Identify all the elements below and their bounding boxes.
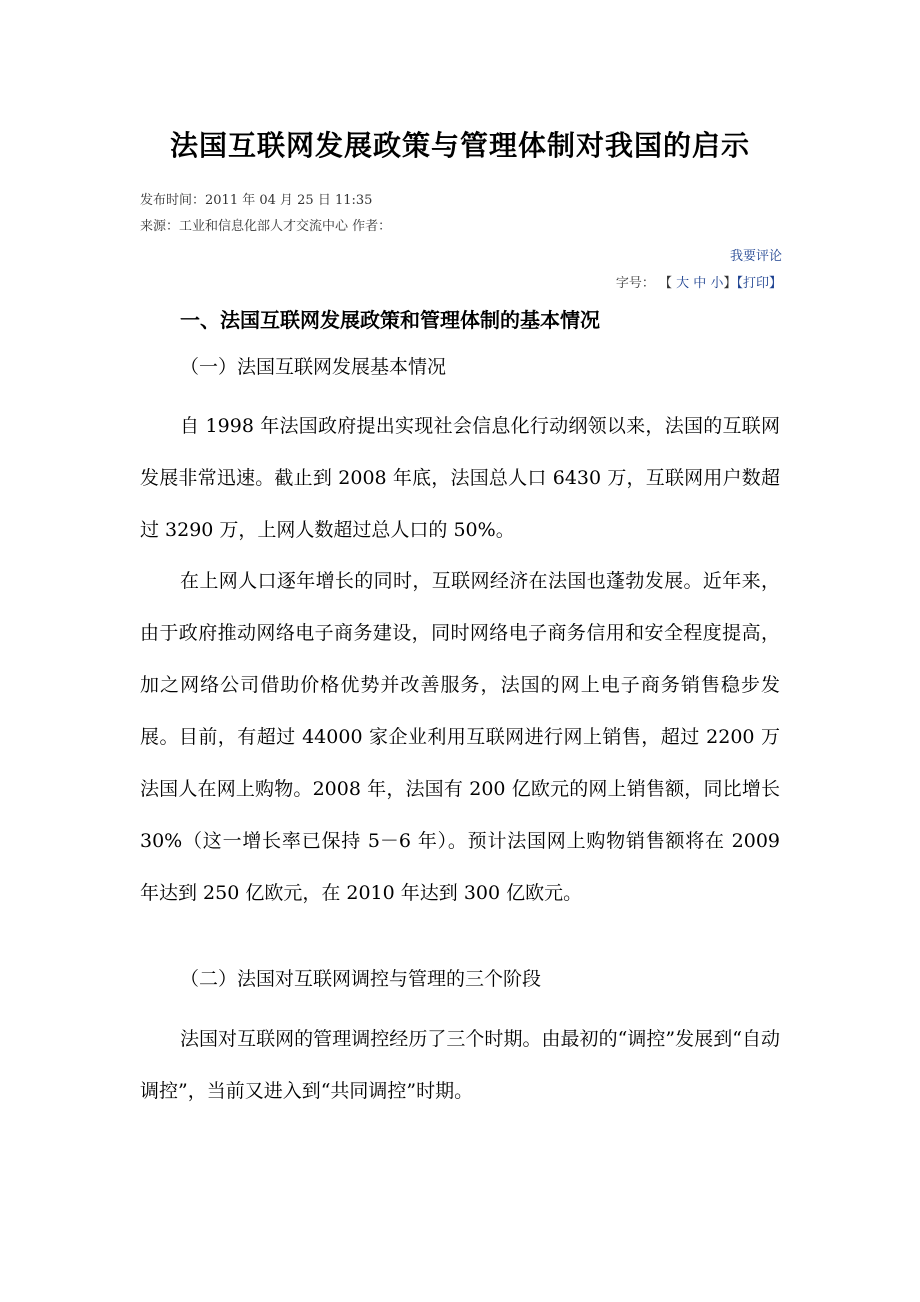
section-heading-1: 一、法国互联网发展政策和管理体制的基本情况 bbox=[180, 308, 600, 332]
font-size-controls bbox=[616, 275, 782, 293]
paragraph-1: 自 1998 年法国政府提出实现社会信息化行动纲领以来，法国的互联网发展非常迅速。截止到 2008 年底，法国总人口 6430 万，互联网用户数超过 3290 万，上网人数超过总人口的 50%。 bbox=[140, 415, 780, 541]
font-size-close-bracket: 】 bbox=[723, 276, 737, 291]
print-link[interactable]: 【打印】 bbox=[736, 276, 782, 291]
font-size-label: 字号： bbox=[615, 276, 655, 291]
subsection-heading-2: （二）法国对互联网调控与管理的三个阶段 bbox=[180, 968, 542, 990]
font-size-open-bracket: 【 bbox=[658, 276, 672, 291]
font-size-large-link[interactable]: 大 bbox=[676, 276, 690, 291]
paragraph-3: 法国对互联网的管理调控经历了三个时期。由最初的“调控”发展到“自动调控”，当前又进入到“共同调控”时期。 bbox=[140, 1028, 780, 1102]
publish-time: 发布时间：2011 年 04 月 25 日 11:35 bbox=[140, 193, 373, 208]
font-size-small-link[interactable]: 小 bbox=[710, 276, 724, 291]
article-title: 法国互联网发展政策与管理体制对我国的启示 bbox=[169, 129, 750, 162]
subsection-heading-1: （一）法国互联网发展基本情况 bbox=[180, 356, 447, 378]
paragraph-2: 在上网人口逐年增长的同时，互联网经济在法国也蓬勃发展。近年来，由于政府推动网络电子商务建设，同时网络电子商务信用和安全程度提高，加之网络公司借助价格优势并改善服务，法国的网上电子商务销售稳步发展。目前，有超过 44000 家企业利用互联网进行网上销售，超过 2200 万法国人在网上购物。2008 年，法国有 200 亿欧元的网上销售额，同比增长 30%（这一增长率已保持 5－6 年）。预计法国网上购物销售额将在 2009 年达到 250 亿欧元，在 2010 年达到 300 亿欧元。 bbox=[140, 570, 780, 904]
comment-link[interactable]: 我要评论 bbox=[729, 249, 782, 264]
source-line: 来源：工业和信息化部人才交流中心 作者： bbox=[140, 219, 392, 234]
font-size-medium-link[interactable]: 中 bbox=[693, 276, 707, 291]
